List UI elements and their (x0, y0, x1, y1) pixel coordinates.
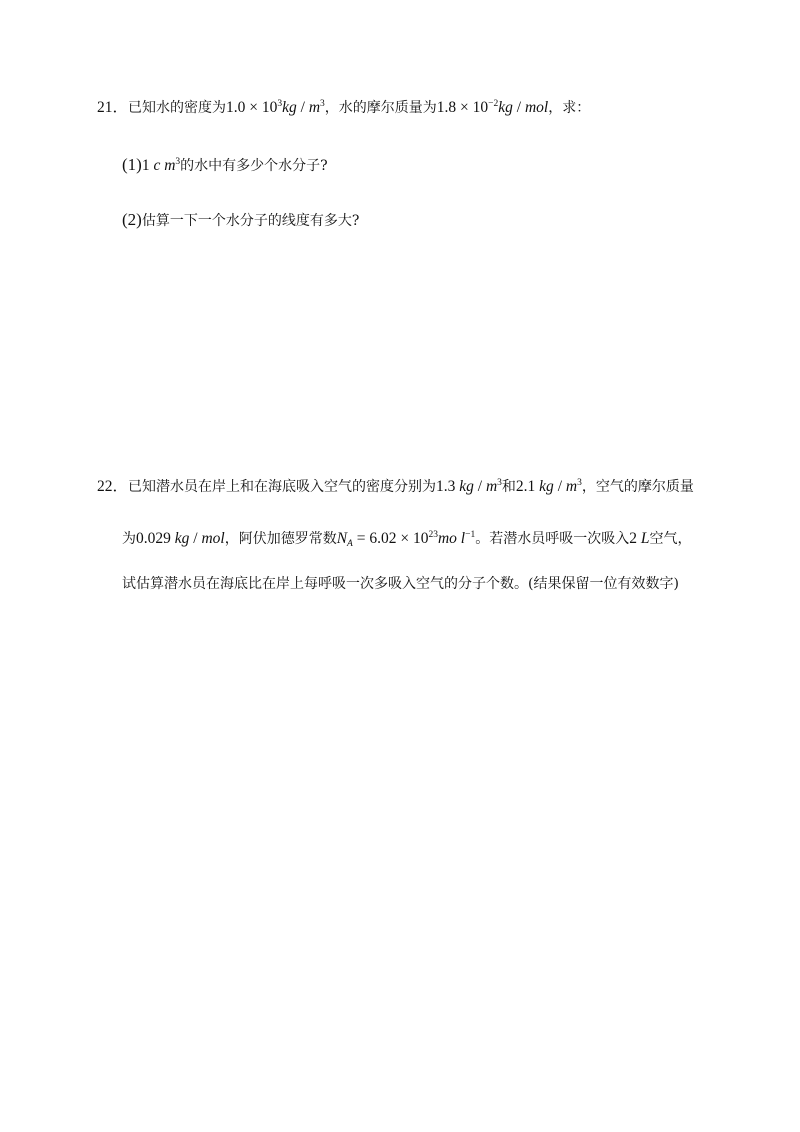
q22-avogadro-formula: $N_A = 6.02 \times 10^{23}mo$ $l^{-1}$ (336, 530, 476, 549)
q22-density1-formula: 1.3 kg / $m^3$ (436, 478, 502, 495)
q21-sub1-label: (1) (122, 155, 142, 174)
q21-stem-prefix: 已知水的密度为 (128, 100, 227, 116)
q22-line2: 为0.029 kg / mol，阿伏加德罗常数$N_A = 6.02 \times 10^{23}mo$ $l^{-1}$。若潜水员呼吸一次吸入2 L空气， (122, 530, 692, 549)
q21-number: 21． (97, 99, 129, 116)
q21-density-formula: $1.0 \times 10^3kg / m^3$ (226, 99, 325, 116)
q21-stem (97, 98, 590, 118)
q22-density2-formula: 2.1 kg / $m^3$ (515, 478, 582, 495)
q22-breath-volume: 2 L (629, 530, 650, 547)
q21-sub1-text: 的水中有多少个水分子? (180, 158, 328, 174)
q21-sub2 (122, 210, 359, 231)
q22-number: 22． (97, 478, 129, 495)
q22-note: (结果保留一位有效数字) (528, 576, 679, 592)
q22-molar-mass-formula: 0.029 kg / mol (136, 530, 225, 547)
q22-line1: 22．已知潜水员在岸上和在海底吸入空气的密度分别为1.3 kg / $m^3$和2.1 kg / $m^3$，空气的摩尔质量 (97, 478, 694, 495)
q21-sub1-formula: 1 c $m^3$ (141, 157, 181, 174)
q21-stem-suffix: ，求： (548, 100, 591, 116)
q21-sub1 (122, 155, 328, 176)
q22-line3: 试估算潜水员在海底比在岸上每呼吸一次多吸入空气的分子个数。(结果保留一位有效数字) (122, 576, 679, 592)
q21-sub2-label: (2) (122, 210, 142, 229)
q21-sub2-text: 估算一下一个水分子的线度有多大? (141, 213, 360, 229)
q21-stem-middle: ，水的摩尔质量为 (324, 100, 437, 116)
q21-molar-formula: $1.8 \times 10^{-2}kg$ / mol (436, 99, 549, 116)
